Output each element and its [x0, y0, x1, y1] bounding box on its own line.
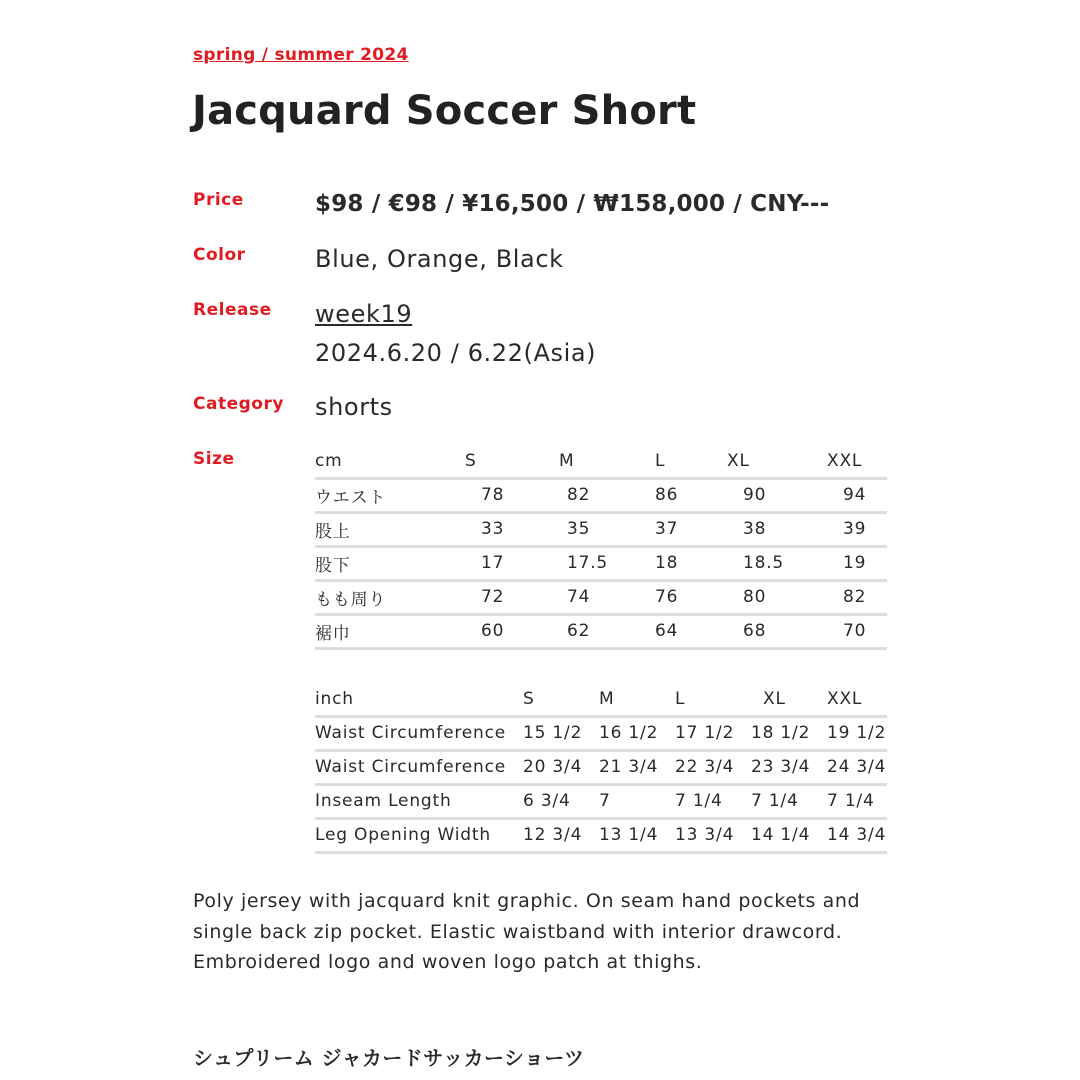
size-label: Size [193, 449, 235, 469]
measure-name: Leg Opening Width [315, 818, 523, 852]
table-cell: 33 [465, 512, 551, 546]
table-row [315, 546, 887, 580]
table-cell: 60 [465, 614, 551, 648]
table-cell: 82 [825, 580, 887, 614]
table-row [315, 784, 887, 818]
product-title: Jacquard Soccer Short [192, 88, 697, 134]
table-row [315, 512, 887, 546]
table-cell: 7 1/4 [675, 784, 751, 818]
size-table-cm [315, 446, 887, 650]
table-cell: 18 1/2 [751, 716, 827, 750]
size-header-m: M [599, 689, 615, 710]
size-header-xxl: XXL [827, 689, 863, 710]
release-week-link[interactable]: week19 [315, 300, 413, 328]
price-value: $98 / €98 / ¥16,500 / ₩158,000 / CNY--- [315, 191, 830, 217]
price-label: Price [193, 190, 244, 210]
table-cell: 74 [551, 580, 651, 614]
release-label: Release [193, 300, 272, 320]
table-cell: 94 [825, 478, 887, 512]
color-value: Blue, Orange, Black [315, 245, 564, 273]
product-description: Poly jersey with jacquard knit graphic. On seam hand pockets and single back zip pocket. Elastic waistband with interior drawcord. Embroidered logo and woven logo patch at thighs. [193, 890, 861, 973]
table-cell: 86 [651, 478, 727, 512]
table-row [315, 614, 887, 648]
category-value: shorts [315, 393, 393, 421]
table-cell: 23 3/4 [751, 750, 827, 784]
table-cell: 39 [825, 512, 887, 546]
table-row [315, 580, 887, 614]
table-cell: 7 1/4 [751, 784, 827, 818]
table-cell: 64 [651, 614, 727, 648]
measure-name: 股下 [315, 546, 465, 580]
table-cell: 70 [825, 614, 887, 648]
measure-name: Waist Circumference [315, 716, 523, 750]
table-cell: 68 [727, 614, 825, 648]
unit-header: cm [315, 451, 343, 472]
table-cell: 12 3/4 [523, 818, 599, 852]
table-cell: 78 [465, 478, 551, 512]
table-cell: 24 3/4 [827, 750, 887, 784]
table-cell: 6 3/4 [523, 784, 599, 818]
table-cell: 13 1/4 [599, 818, 675, 852]
table-cell: 17 [465, 546, 551, 580]
table-cell: 7 1/4 [827, 784, 887, 818]
measure-name: もも周り [315, 580, 465, 614]
table-cell: 90 [727, 478, 825, 512]
size-table-inch [315, 684, 887, 854]
color-label: Color [193, 245, 246, 265]
size-table-header [315, 684, 887, 716]
size-header-m: M [559, 451, 575, 472]
size-header-s: S [465, 451, 477, 472]
table-cell: 20 3/4 [523, 750, 599, 784]
category-label: Category [193, 394, 284, 414]
table-cell: 17 1/2 [675, 716, 751, 750]
table-cell: 14 1/4 [751, 818, 827, 852]
table-cell: 35 [551, 512, 651, 546]
japanese-product-name: シュプリーム ジャカードサッカーショーツ [193, 1046, 585, 1070]
season-link[interactable]: spring / summer 2024 [193, 45, 409, 65]
table-row [315, 818, 887, 852]
measure-name: ウエスト [315, 478, 465, 512]
table-cell: 14 3/4 [827, 818, 887, 852]
table-row [315, 478, 887, 512]
table-cell: 21 3/4 [599, 750, 675, 784]
table-cell: 19 [825, 546, 887, 580]
table-cell: 18 [651, 546, 727, 580]
table-cell: 62 [551, 614, 651, 648]
measure-name: 裾巾 [315, 614, 465, 648]
size-header-s: S [523, 689, 535, 710]
size-header-l: L [655, 451, 666, 472]
release-dates: 2024.6.20 / 6.22(Asia) [315, 339, 597, 367]
table-cell: 80 [727, 580, 825, 614]
table-row [315, 716, 887, 750]
measure-name: 股上 [315, 512, 465, 546]
table-cell: 17.5 [551, 546, 651, 580]
table-cell: 15 1/2 [523, 716, 599, 750]
measure-name: Waist Circumference [315, 750, 523, 784]
table-cell: 18.5 [727, 546, 825, 580]
table-cell: 7 [599, 784, 675, 818]
table-cell: 72 [465, 580, 551, 614]
table-cell: 22 3/4 [675, 750, 751, 784]
size-header-xl: XL [727, 451, 750, 472]
table-cell: 13 3/4 [675, 818, 751, 852]
table-cell: 16 1/2 [599, 716, 675, 750]
size-header-l: L [675, 689, 686, 710]
table-cell: 38 [727, 512, 825, 546]
size-header-xxl: XXL [827, 451, 863, 472]
size-table-header [315, 446, 887, 478]
unit-header: inch [315, 689, 354, 710]
table-row [315, 750, 887, 784]
table-cell: 82 [551, 478, 651, 512]
size-header-xl: XL [763, 689, 786, 710]
measure-name: Inseam Length [315, 784, 523, 818]
table-cell: 19 1/2 [827, 716, 887, 750]
table-cell: 37 [651, 512, 727, 546]
table-cell: 76 [651, 580, 727, 614]
